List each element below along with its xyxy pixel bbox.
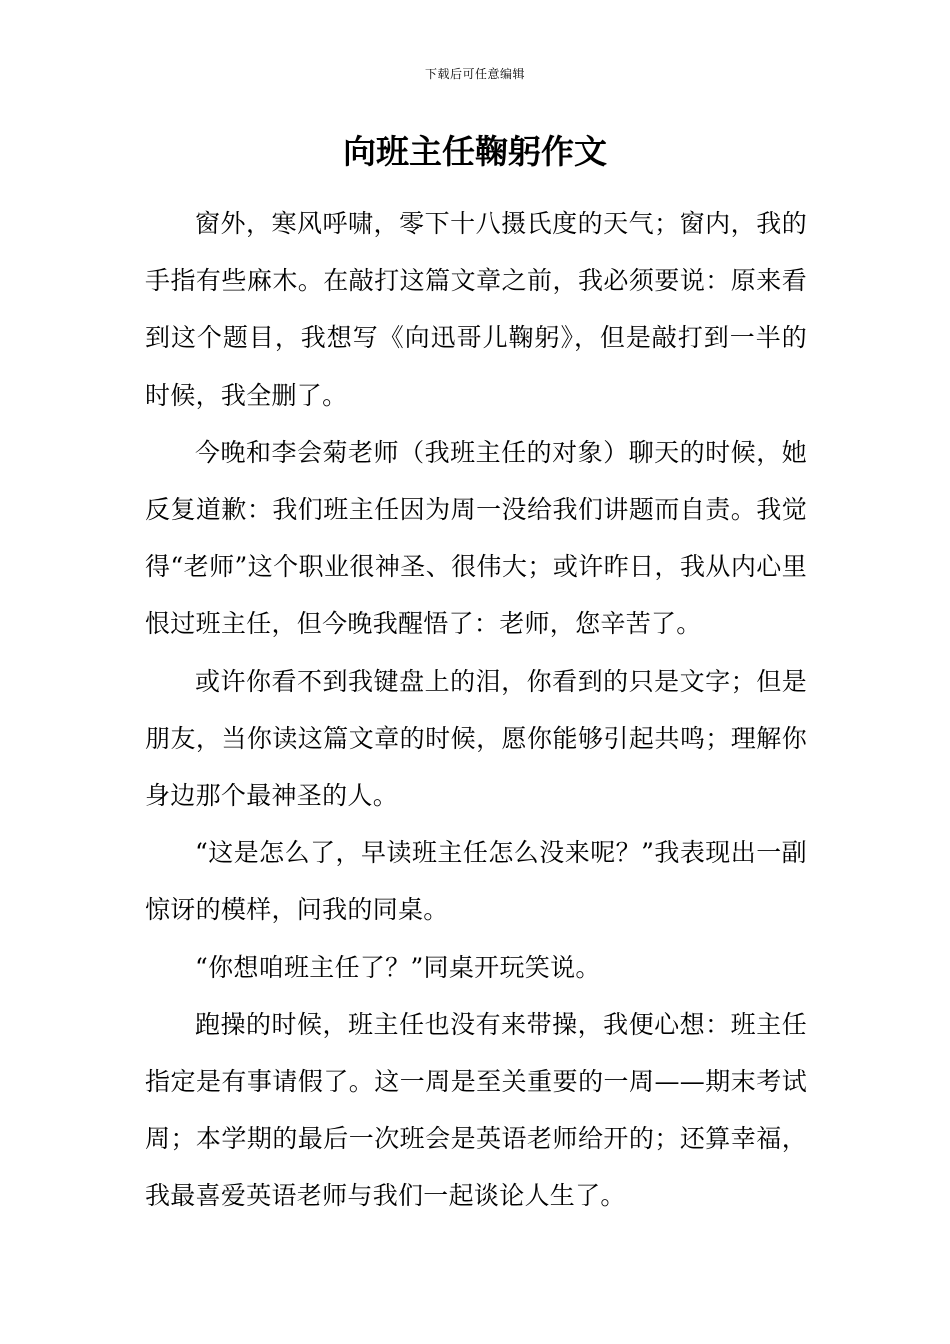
paragraph-2: 今晚和李会菊老师（我班主任的对象）聊天的时候，她反复道歉：我们班主任因为周一没给我们讲题而自责。我觉得“老师”这个职业很神圣、很伟大；或许昨日，我从内心里恨过班主任，但今晚我醒悟了：老师，您辛苦了。 — [145, 437, 807, 639]
paragraph-6: 跑操的时候，班主任也没有来带操，我便心想：班主任指定是有事请假了。这一周是至关重要的一周——期末考试周；本学期的最后一次班会是英语老师给开的；还算幸福，我最喜爱英语老师与我们一起谈论人生了。 — [145, 1009, 807, 1211]
document-body — [145, 195, 807, 1225]
header-note: 下载后可任意编辑 — [424, 67, 525, 81]
paragraph-3: 或许你看不到我键盘上的泪，你看到的只是文字；但是朋友，当你读这篇文章的时候，愿你能够引起共鸣；理解你身边那个最神圣的人。 — [145, 666, 807, 811]
document-title: 向班主任鞠躬作文 — [343, 132, 607, 171]
paragraph-5: “你想咱班主任了？”同桌开玩笑说。 — [195, 952, 601, 982]
paragraph-1: 窗外，寒风呼啸，零下十八摄氏度的天气；窗内，我的手指有些麻木。在敲打这篇文章之前，我必须要说：原来看到这个题目，我想写《向迅哥儿鞠躬》，但是敲打到一半的时候，我全删了。 — [145, 209, 807, 410]
paragraph-4: “这是怎么了，早读班主任怎么没来呢？”我表现出一副惊讶的模样，问我的同桌。 — [145, 838, 807, 925]
